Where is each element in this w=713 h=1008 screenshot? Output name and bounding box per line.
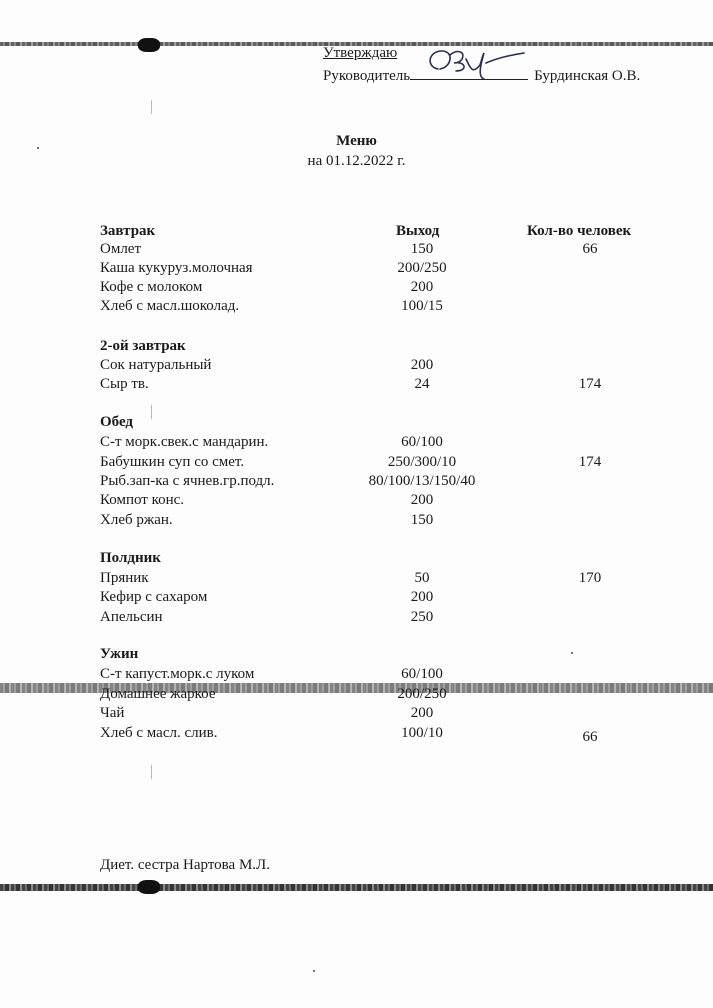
dish-output: 24 <box>414 376 430 392</box>
dish-output: 250/300/10 <box>387 454 457 470</box>
menu-row <box>0 666 713 685</box>
dietitian-signature: Диет. сестра Нартова М.Л. <box>100 857 270 873</box>
dish-count: 66 <box>582 729 598 745</box>
dish-name: Сок натуральный <box>100 357 212 373</box>
dish-output: 200/250 <box>397 260 447 276</box>
dish-name: Кофе с молоком <box>100 279 203 295</box>
dish-output: 150 <box>410 512 434 528</box>
menu-row <box>0 492 713 511</box>
scan-blot-bottom <box>138 880 160 894</box>
dish-output: 200 <box>410 492 434 508</box>
dish-count: 174 <box>578 454 602 470</box>
dish-name: Омлет <box>100 241 142 257</box>
dish-output: 150 <box>410 241 434 257</box>
menu-row <box>0 686 713 705</box>
dish-output: 200/250 <box>397 686 447 702</box>
menu-row <box>0 434 713 453</box>
dish-output: 200 <box>410 357 434 373</box>
menu-row <box>0 454 713 473</box>
dish-name: Каша кукуруз.молочная <box>100 260 253 276</box>
dish-output: 100/10 <box>401 725 443 741</box>
signature-image <box>420 45 530 81</box>
approval-title: Утверждаю <box>323 45 398 61</box>
scan-tick <box>151 765 152 779</box>
dish-output: 200 <box>410 589 434 605</box>
menu-row <box>0 570 713 589</box>
dish-output: 200 <box>410 705 434 721</box>
menu-row <box>0 725 713 744</box>
dish-name: Бабушкин суп со смет. <box>100 454 245 470</box>
dish-name: Рыб.зап-ка с ячнев.гр.подл. <box>100 473 275 489</box>
dish-name: С-т капуст.морк.с луком <box>100 666 255 682</box>
approval-line <box>323 67 683 85</box>
menu-date: на 01.12.2022 г. <box>307 153 406 169</box>
scan-speck <box>313 970 315 972</box>
menu-row <box>0 241 713 260</box>
section-title: Ужин <box>100 646 139 662</box>
column-header-meal: Завтрак <box>100 223 156 239</box>
section-title: 2-ой завтрак <box>100 338 186 354</box>
scan-tick <box>151 405 152 419</box>
menu-row <box>0 473 713 492</box>
scan-tick <box>151 100 152 114</box>
menu-row <box>0 609 713 628</box>
menu-row <box>0 260 713 279</box>
menu-row <box>0 279 713 298</box>
column-header-count: Кол-во человек <box>527 223 632 239</box>
section-title: Полдник <box>100 550 161 566</box>
dish-name: Компот конс. <box>100 492 185 508</box>
dish-name: Апельсин <box>100 609 163 625</box>
dish-output: 60/100 <box>401 434 443 450</box>
menu-row <box>0 589 713 608</box>
dish-name: Сыр тв. <box>100 376 149 392</box>
dish-name: Кефир с сахаром <box>100 589 208 605</box>
dish-name: Чай <box>100 705 125 721</box>
dish-output: 50 <box>414 570 430 586</box>
scan-blot-top <box>138 38 160 52</box>
dish-output: 250 <box>410 609 434 625</box>
dish-name: С-т морк.свек.с мандарин. <box>100 434 269 450</box>
dish-name: Домашнее жаркое <box>100 686 216 702</box>
menu-row <box>0 376 713 395</box>
menu-row <box>0 512 713 531</box>
dish-name: Хлеб с масл. слив. <box>100 725 218 741</box>
approval-role: Руководитель <box>323 68 411 84</box>
signature-line <box>410 67 528 80</box>
menu-row <box>0 357 713 376</box>
dish-name: Хлеб ржан. <box>100 512 173 528</box>
approval-name: Бурдинская О.В. <box>534 68 641 84</box>
dish-output: 60/100 <box>401 666 443 682</box>
scan-speck <box>571 652 573 654</box>
approval-block <box>323 45 641 84</box>
section-title: Обед <box>100 414 134 430</box>
dish-count: 66 <box>582 241 598 257</box>
dish-name: Хлеб с масл.шоколад. <box>100 298 240 314</box>
dish-count: 174 <box>578 376 602 392</box>
menu-row <box>0 298 713 317</box>
dish-name: Пряник <box>100 570 149 586</box>
dish-output: 200 <box>410 279 434 295</box>
page-title: Меню <box>336 133 377 149</box>
dish-output: 80/100/13/150/40 <box>368 473 476 489</box>
dish-output: 100/15 <box>401 298 443 314</box>
menu-row <box>0 705 713 724</box>
scan-artifact-bottom <box>0 884 713 891</box>
column-header-output: Выход <box>396 223 440 239</box>
dish-count: 170 <box>578 570 602 586</box>
